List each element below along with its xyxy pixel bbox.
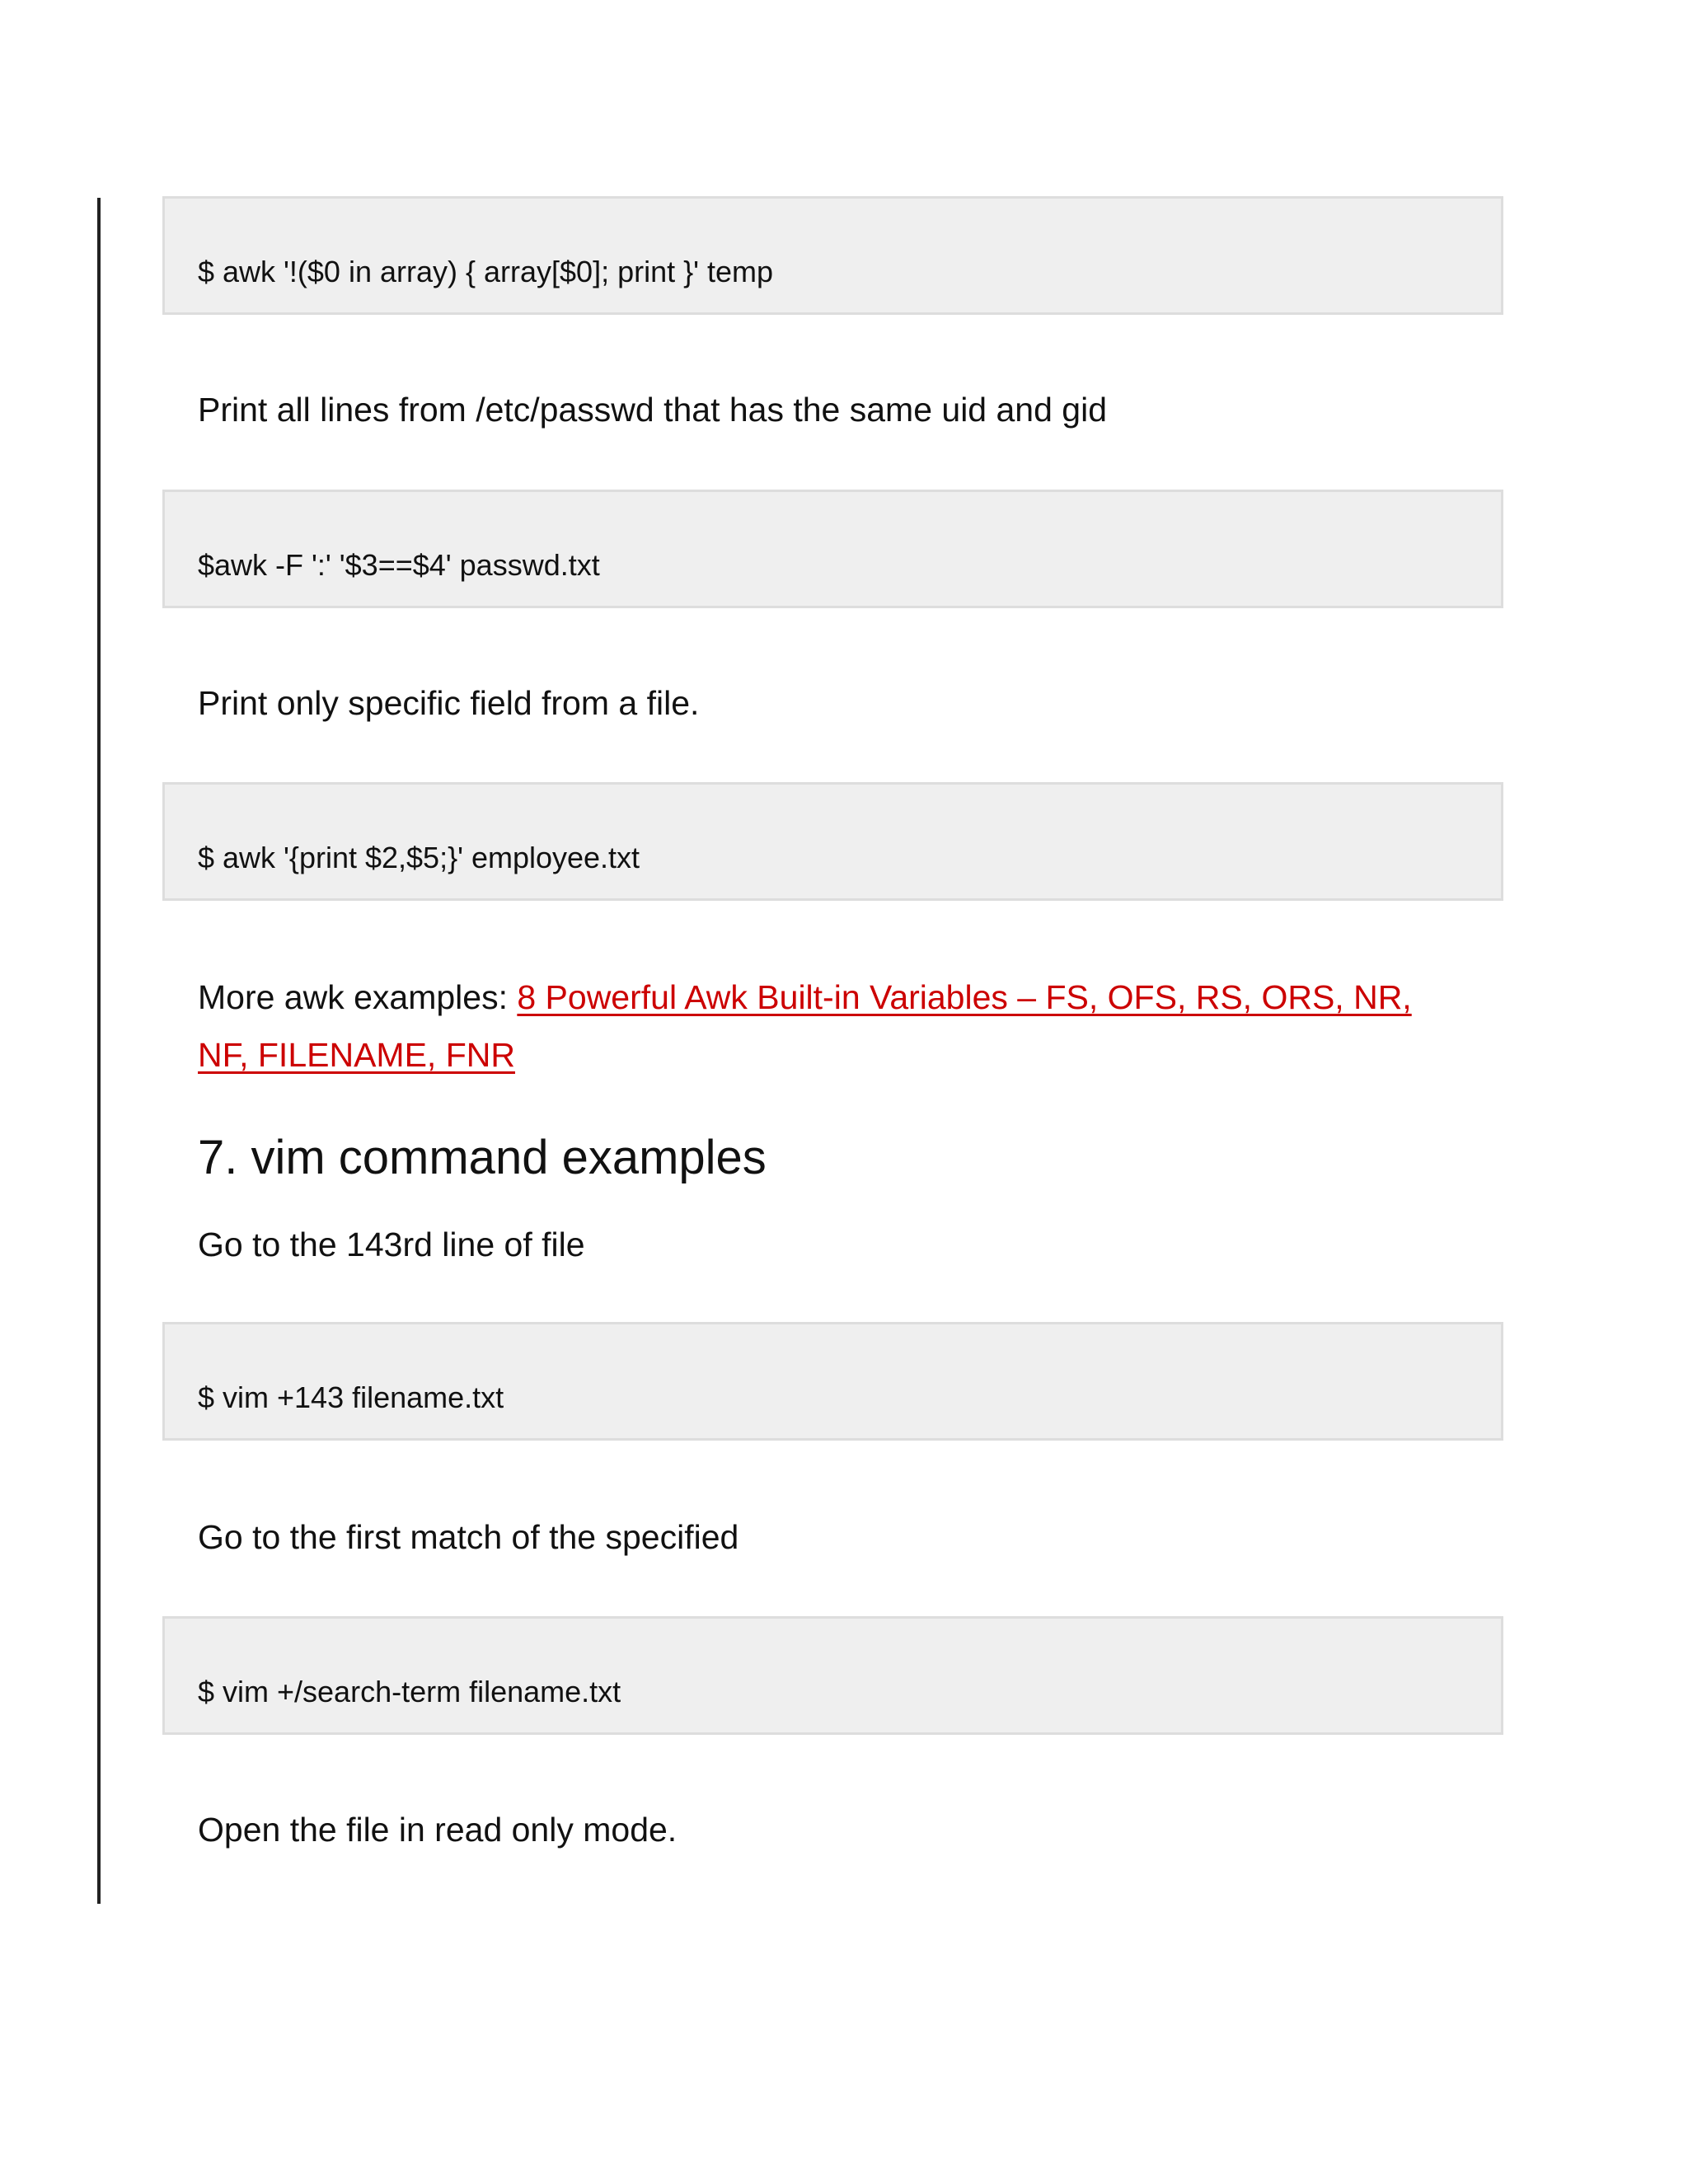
code-text: $ awk '!($0 in array) { array[$0]; print }' temp <box>198 255 774 288</box>
code-text: $ vim +143 filename.txt <box>198 1380 504 1414</box>
code-text: $ vim +/search-term filename.txt <box>198 1675 621 1708</box>
code-block-awk-dedupe <box>162 196 1503 315</box>
paragraph-more-awk-examples <box>198 968 1451 1084</box>
code-text: $awk -F ':' '$3==$4' passwd.txt <box>198 548 600 582</box>
section-heading-vim: 7. vim command examples <box>198 1131 767 1184</box>
paragraph-read-only: Open the file in read only mode. <box>198 1811 678 1849</box>
more-examples-label: More awk examples: <box>198 978 518 1016</box>
code-text: $ awk '{print $2,$5;}' employee.txt <box>198 841 640 874</box>
code-block-awk-passwd <box>162 490 1503 608</box>
paragraph-first-match: Go to the first match of the specified <box>198 1518 739 1556</box>
paragraph-specific-field: Print only specific field from a file. <box>198 684 700 722</box>
paragraph-passwd-uid-gid: Print all lines from /etc/passwd that has the same uid and gid <box>198 391 1108 429</box>
code-block-awk-print-fields <box>162 782 1503 901</box>
code-block-vim-line <box>162 1322 1503 1441</box>
awk-builtin-variables-link[interactable]: 8 Powerful Awk Built-in Variables – FS, OFS, RS, ORS, NR, NF, FILENAME, FNR <box>198 978 1412 1074</box>
left-border-rule <box>97 198 101 1904</box>
paragraph-goto-line: Go to the 143rd line of file <box>198 1226 585 1263</box>
code-block-vim-search <box>162 1616 1503 1735</box>
